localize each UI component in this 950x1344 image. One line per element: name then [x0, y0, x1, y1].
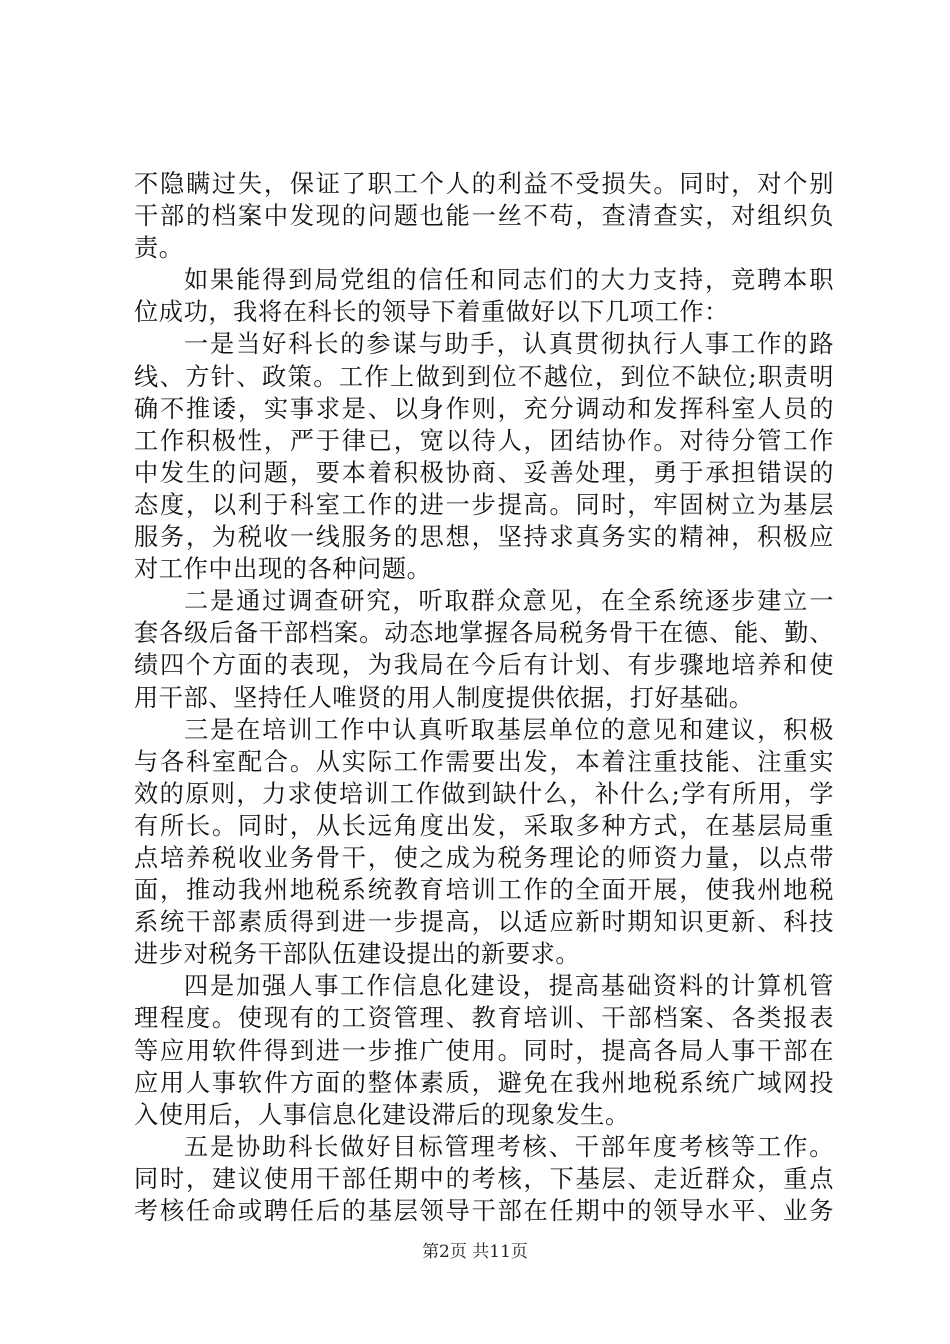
- paragraph: [134, 1131, 834, 1227]
- text-line: 干部的档案中发现的问题也能一丝不苟，查清查实，对组织负: [134, 202, 834, 231]
- text-line: 位成功，我将在科长的领导下着重做好以下几项工作：: [134, 298, 729, 327]
- text-line: 系统干部素质得到进一步提高，以适应新时期知识更新、科技: [134, 908, 834, 937]
- text-line: 套各级后备干部档案。动态地掌握各局税务骨干在德、能、勤、: [134, 619, 834, 648]
- text-line: 确不推诿，实事求是、以身作则，充分调动和发挥科室人员的: [134, 394, 834, 423]
- paragraph: [134, 264, 834, 328]
- text-line: 不隐瞒过失，保证了职工个人的利益不受损失。同时，对个别: [134, 170, 834, 198]
- text-line: 如果能得到局党组的信任和同志们的大力支持，竞聘本职: [184, 266, 834, 295]
- text-line: 效的原则，力求使培训工作做到缺什么，补什么;学有所用，学: [134, 779, 834, 808]
- text-line: 对工作中出现的各种问题。: [134, 555, 432, 584]
- text-line: 用干部、坚持任人唯贤的用人制度提供依据，打好基础。: [134, 683, 754, 712]
- text-line: 入使用后，人事信息化建设滞后的现象发生。: [134, 1100, 630, 1129]
- text-line: 服务，为税收一线服务的思想，坚持求真务实的精神，积极应: [134, 523, 834, 552]
- text-line: 应用人事软件方面的整体素质，避免在我州地税系统广域网投: [134, 1068, 834, 1097]
- paragraph: [134, 714, 834, 971]
- paragraph: [134, 970, 834, 1130]
- text-line: 有所长。同时，从长远角度出发，采取多种方式，在基层局重: [134, 811, 834, 840]
- text-line: 面，推动我州地税系统教育培训工作的全面开展，使我州地税: [134, 876, 834, 905]
- paragraph: [134, 168, 834, 264]
- paragraph: [134, 328, 834, 585]
- text-line: 态度，以利于科室工作的进一步提高。同时，牢固树立为基层: [134, 490, 834, 519]
- text-line: 责。: [134, 234, 184, 263]
- text-line: 同时，建议使用干部任期中的考核，下基层、走近群众，重点: [134, 1164, 834, 1193]
- text-line: 四是加强人事工作信息化建设，提高基础资料的计算机管: [184, 972, 834, 1001]
- text-line: 考核任命或聘任后的基层领导干部在任期中的领导水平、业务: [134, 1197, 834, 1225]
- text-line: 三是在培训工作中认真听取基层单位的意见和建议，积极: [184, 715, 834, 744]
- text-line: 绩四个方面的表现，为我局在今后有计划、有步骤地培养和使: [134, 651, 834, 680]
- text-line: 进步对税务干部队伍建设提出的新要求。: [134, 940, 581, 969]
- text-line: 中发生的问题，要本着积极协商、妥善处理，勇于承担错误的: [134, 458, 834, 487]
- text-line: 五是协助科长做好目标管理考核、干部年度考核等工作。: [184, 1132, 834, 1161]
- paragraph: [134, 585, 834, 713]
- text-line: 点培养税收业务骨干，使之成为税务理论的师资力量，以点带: [134, 843, 834, 872]
- text-line: 理程度。使现有的工资管理、教育培训、干部档案、各类报表: [134, 1004, 834, 1033]
- text-line: 一是当好科长的参谋与助手，认真贯彻执行人事工作的路: [184, 330, 834, 359]
- text-line: 二是通过调查研究，听取群众意见，在全系统逐步建立一: [184, 587, 834, 616]
- document-body: [134, 168, 834, 1227]
- text-line: 与各科室配合。从实际工作需要出发，本着注重技能、注重实: [134, 747, 834, 776]
- text-line: 线、方针、政策。工作上做到到位不越位，到位不缺位;职责明: [134, 362, 834, 391]
- page-footer: 第2页 共11页: [422, 1242, 528, 1262]
- text-line: 工作积极性，严于律已，宽以待人，团结协作。对待分管工作: [134, 426, 834, 455]
- text-line: 等应用软件得到进一步推广使用。同时，提高各局人事干部在: [134, 1036, 834, 1065]
